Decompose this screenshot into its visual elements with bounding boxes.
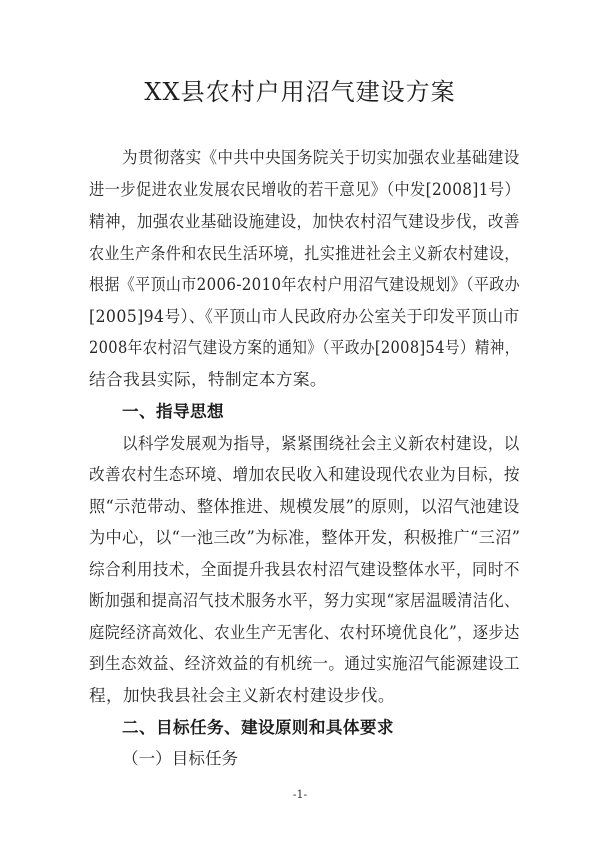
intro-line-4: 农业生产条件和农民生活环境，扎实推进社会主义新农村建设， (89, 244, 520, 263)
section1-line-1: 以科学发展观为指导，紧紧围绕社会主义新农村建设，以 (122, 434, 520, 453)
section1-line-8: 到生态效益、经济效益的有机统一。通过实施沼气能源建设工 (89, 654, 520, 673)
section1-line-6: 断加强和提高沼气技术服务水平，努力实现“家居温暖清洁化、 (89, 591, 520, 610)
section1-line-9: 程，加快我县社会主义新农村建设步伐。 (89, 686, 395, 705)
section1-line-4: 为中心，以“一池三改”为标准，整体开发，积极推广“三沼” (89, 528, 521, 547)
section1-line-5: 综合利用技术，全面提升我县农村沼气建设整体水平，同时不 (89, 560, 520, 579)
intro-line-2: 进一步促进农业发展农民增收的若干意见》（中发[2008]1号） (89, 180, 521, 199)
intro-line-3: 精神，加强农业基础设施建设，加快农村沼气建设步伐，改善 (89, 212, 520, 231)
section1-line-2: 改善农村生态环境、增加农民收入和建设现代农业为目标，按 (89, 465, 520, 484)
intro-line-7: 2008年农村沼气建设方案的通知》（平政办[2008]54号）精神， (89, 338, 520, 357)
section-heading-goals: 二、目标任务、建设原则和具体要求 (122, 718, 394, 737)
document-title: XX县农村户用沼气建设方案 (144, 78, 456, 106)
intro-line-6: [2005]94号）、《平顶山市人民政府办公室关于印发平顶山市 (89, 307, 520, 326)
intro-line-5: 根据《平顶山市2006-2010年农村户用沼气建设规划》（平政办 (89, 275, 520, 294)
intro-line-8: 结合我县实际，特制定本方案。 (89, 370, 327, 389)
section1-line-3: 照“示范带动、整体推进、规模发展”的原则，以沼气池建设 (89, 497, 520, 516)
page-number: -1- (292, 788, 308, 801)
section1-line-7: 庭院经济高效化、农业生产无害化、农村环境优良化”，逐步达 (89, 623, 520, 642)
section-heading-guiding-ideology: 一、指导思想 (122, 402, 224, 421)
subsection-heading-targets: （一）目标任务 (122, 749, 239, 768)
intro-line-1: 为贯彻落实《中共中央国务院关于切实加强农业基础建设 (122, 148, 520, 167)
